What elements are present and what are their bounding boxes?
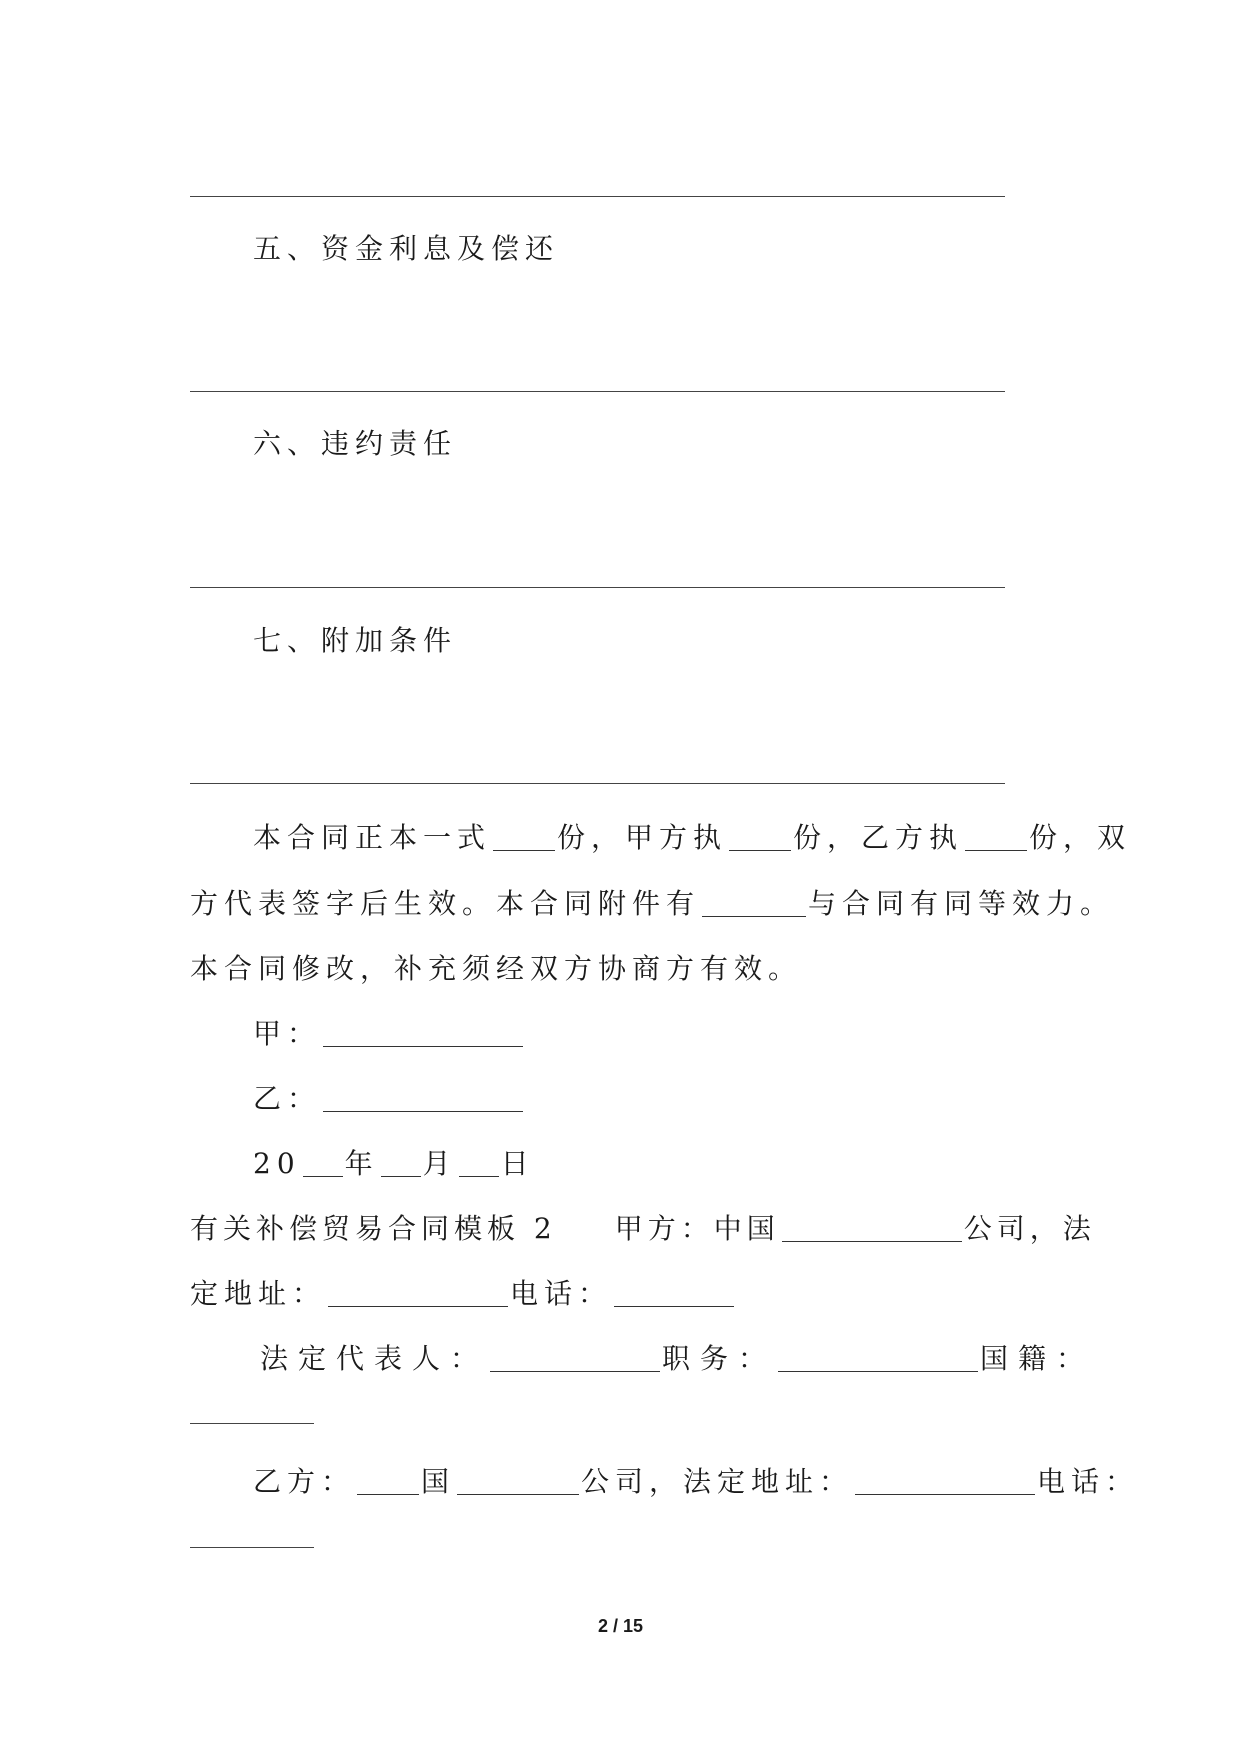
signature-label: 甲： [253, 1017, 322, 1050]
copies-party-a-blank [729, 824, 791, 851]
paragraph-text: 份，乙方执 [793, 821, 964, 854]
page-number: 2 / 15 [597, 1616, 644, 1636]
section-heading-5: 五、资金利息及偿还 [253, 232, 560, 265]
day-blank [459, 1150, 499, 1177]
position-label: 职务： [662, 1342, 777, 1375]
template2-line-2 [190, 1277, 736, 1310]
section-heading-7: 七、附加条件 [253, 624, 458, 657]
position-blank [778, 1345, 978, 1372]
template2-line-4 [253, 1465, 1140, 1498]
year-blank [303, 1150, 343, 1177]
paragraph-text: 份，双 [1029, 821, 1132, 854]
party-b-country-blank [357, 1468, 419, 1495]
nationality-label: 国籍： [980, 1342, 1095, 1375]
party-b-phone-blank [190, 1547, 314, 1548]
company-suffix: 公司，法 [963, 1212, 1096, 1245]
attachment-blank [702, 890, 806, 917]
date-prefix: 20 [253, 1147, 301, 1180]
month-blank [381, 1150, 421, 1177]
template2-title: 有关补偿贸易合同模板 2 [190, 1212, 557, 1245]
paragraph-line-1 [253, 821, 1132, 854]
paragraph-line-3: 本合同修改，补充须经双方协商方有效。 [190, 952, 803, 985]
representative-blank [490, 1345, 660, 1372]
paragraph-text: 份，甲方执 [557, 821, 728, 854]
address-label: 定地址： [190, 1277, 327, 1310]
copies-total-blank [493, 824, 555, 851]
country-label: 国 [421, 1465, 456, 1498]
date-line [253, 1147, 535, 1180]
phone-label: 电话： [510, 1277, 613, 1310]
party-b-address-blank [855, 1468, 1035, 1495]
party-b-company-blank [457, 1468, 579, 1495]
party-a-company-blank [782, 1215, 962, 1242]
signature-party-b [253, 1082, 525, 1115]
address-blank [328, 1280, 508, 1307]
signature-label: 乙： [253, 1082, 322, 1115]
party-b-label: 乙方： [253, 1465, 356, 1498]
date-day: 日 [500, 1147, 535, 1180]
paragraph-text: 本合同正本一式 [253, 821, 492, 854]
date-month: 月 [422, 1147, 457, 1180]
signature-blank [323, 1085, 523, 1112]
phone-label: 电话： [1037, 1465, 1140, 1498]
party-a-label: 甲方：中国 [614, 1212, 780, 1245]
template2-line-1 [190, 1212, 1096, 1245]
representative-label: 法定代表人： [260, 1342, 489, 1375]
signature-party-a [253, 1017, 525, 1050]
copies-party-b-blank [965, 824, 1027, 851]
paragraph-text: 与合同有同等效力。 [808, 887, 1115, 920]
blank-line [190, 391, 1005, 392]
paragraph-text: 方代表签字后生效。本合同附件有 [190, 887, 701, 920]
phone-blank [614, 1280, 734, 1307]
section-heading-6: 六、违约责任 [253, 427, 458, 460]
nationality-blank [190, 1423, 314, 1424]
paragraph-line-2 [190, 887, 1115, 920]
signature-blank [323, 1020, 523, 1047]
blank-line [190, 196, 1005, 197]
blank-line [190, 587, 1005, 588]
template2-line-3 [260, 1342, 1095, 1375]
date-year: 年 [344, 1147, 379, 1180]
blank-line [190, 783, 1005, 784]
company-address-label: 公司，法定地址： [581, 1465, 854, 1498]
